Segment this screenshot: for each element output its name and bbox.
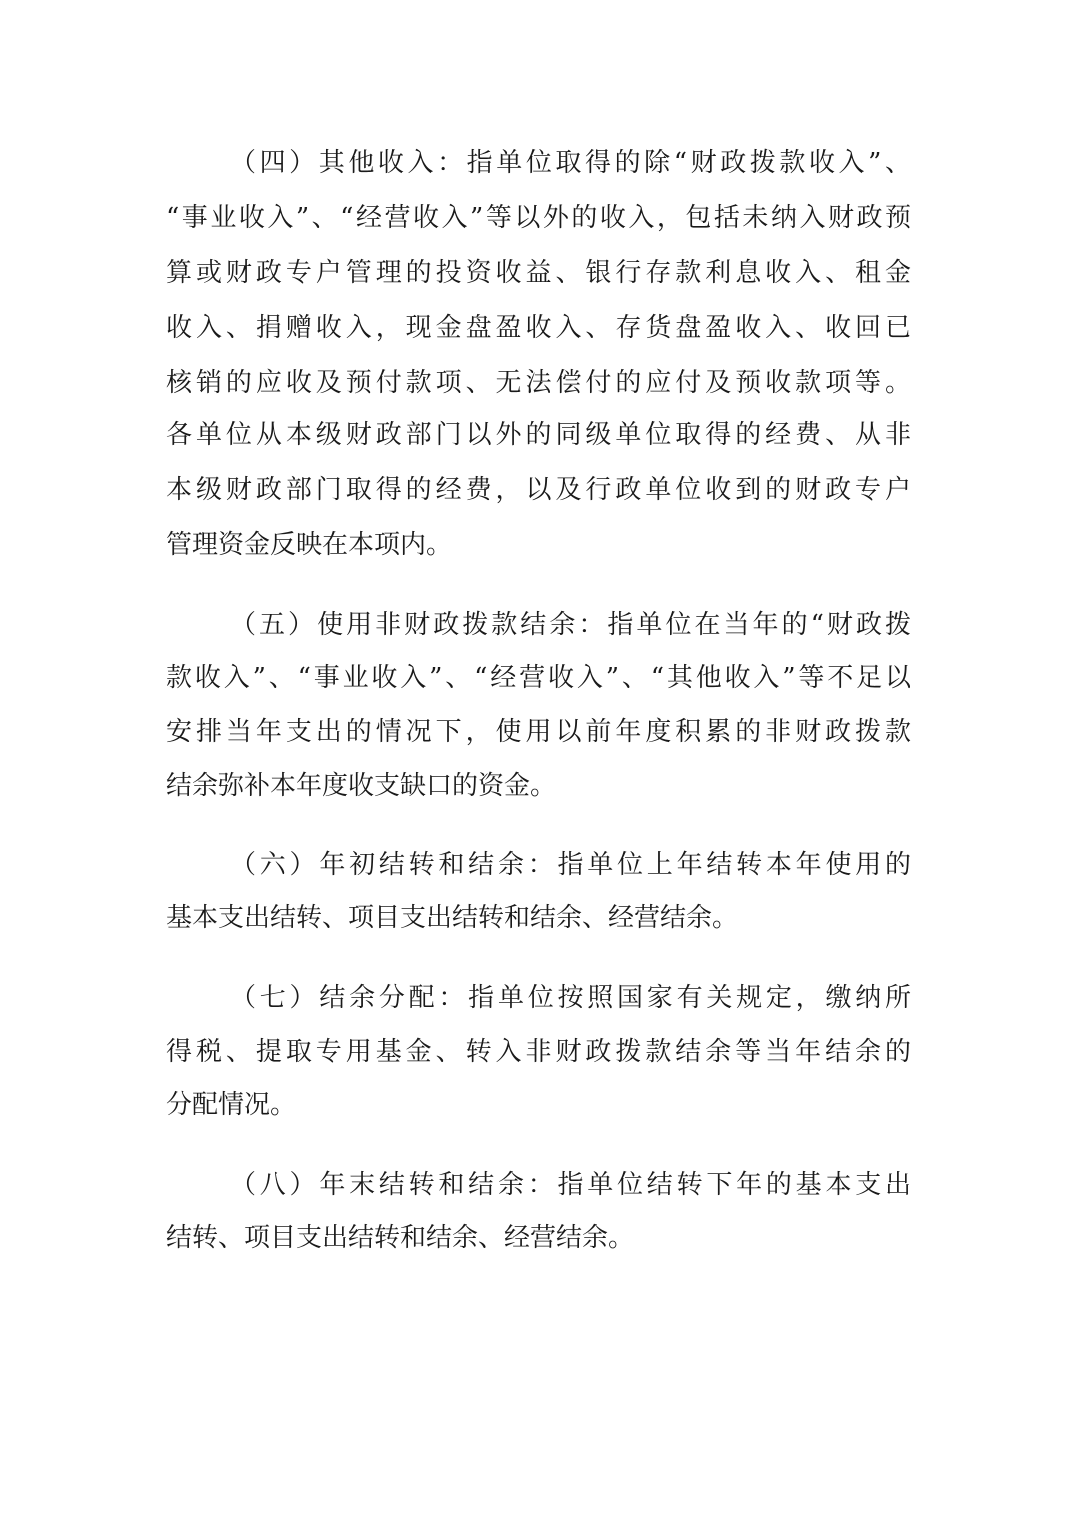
- paragraph-line: 结余弥补本年度收支缺口的资金。: [166, 771, 557, 801]
- paragraph-line: 各单位从本级财政部门以外的同级单位取得的经费、从非: [166, 420, 911, 450]
- paragraph-line: 核销的应收及预付款项、无法偿付的应付及预收款项等。: [166, 368, 911, 398]
- paragraph-line: 本级财政部门取得的经费，以及行政单位收到的财政专户: [166, 475, 911, 505]
- paragraph-line: （六）年初结转和结余：指单位上年结转本年使用的: [230, 850, 911, 880]
- paragraph-line: 收入、捐赠收入，现金盘盈收入、存货盘盈收入、收回已: [166, 313, 911, 343]
- paragraph-line: 管理资金反映在本项内。: [166, 530, 453, 560]
- paragraph-line: （四）其他收入：指单位取得的除“财政拨款收入”、: [230, 148, 911, 178]
- paragraph-line: 得税、提取专用基金、转入非财政拨款结余等当年结余的: [166, 1037, 911, 1067]
- paragraph-line: 分配情况。: [166, 1090, 297, 1120]
- paragraph-line: （五）使用非财政拨款结余：指单位在当年的“财政拨: [230, 610, 911, 640]
- paragraph-line: （七）结余分配：指单位按照国家有关规定，缴纳所: [230, 983, 911, 1013]
- paragraph-line: “事业收入”、“经营收入”等以外的收入，包括未纳入财政预: [166, 203, 911, 233]
- paragraph-line: 基本支出结转、项目支出结转和结余、经营结余。: [166, 903, 739, 933]
- paragraph-line: 算或财政专户管理的投资收益、银行存款利息收入、租金: [166, 258, 911, 288]
- paragraph-line: 结转、项目支出结转和结余、经营结余。: [166, 1223, 635, 1253]
- paragraph-line: 安排当年支出的情况下，使用以前年度积累的非财政拨款: [166, 717, 911, 747]
- paragraph-line: 款收入”、“事业收入”、“经营收入”、“其他收入”等不足以: [166, 663, 911, 693]
- paragraph-line: （八）年末结转和结余：指单位结转下年的基本支出: [230, 1170, 911, 1200]
